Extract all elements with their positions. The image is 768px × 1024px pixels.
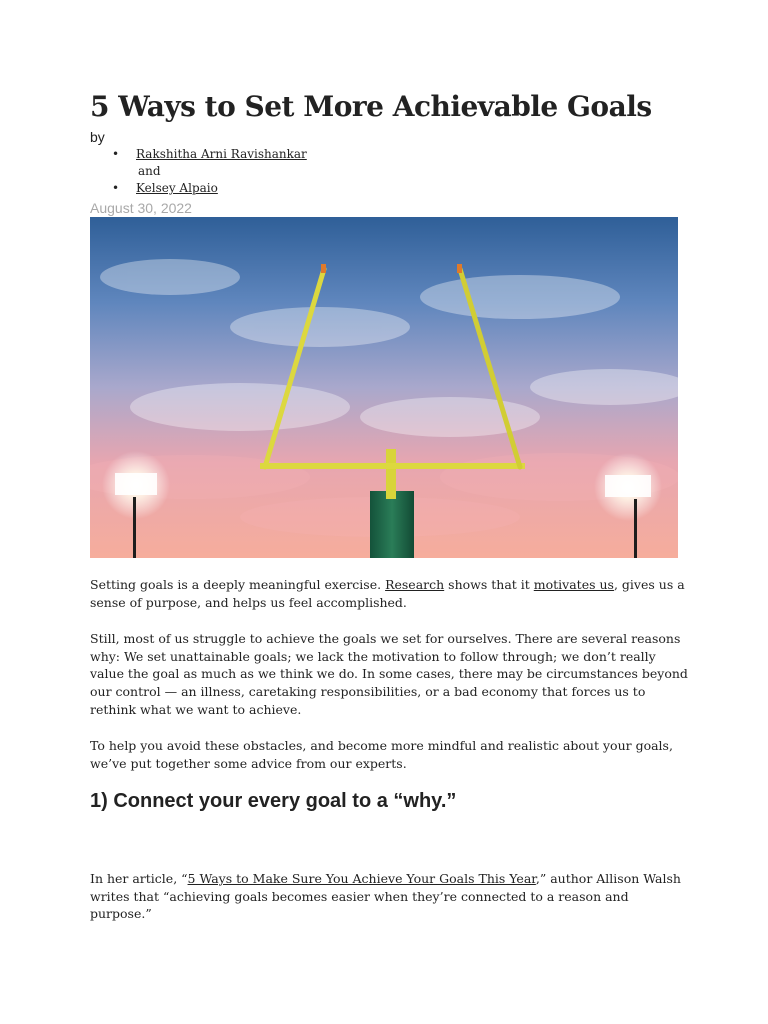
section-1-paragraph [90,870,690,923]
intro-paragraph [90,576,690,611]
advice-intro-paragraph: To help you avoid these obstacles, and become more mindful and realistic about your goals, we’ve put together some advice from our experts. [90,738,673,771]
text-span: , gives us a sense of purpose, and helps us feel accomplished. [90,577,685,610]
goalpost-image [90,217,678,558]
section-heading-1: 1) Connect your every goal to a “why.” [90,790,457,812]
article-title: 5 Ways to Set More Achievable Goals [90,90,652,123]
obstacles-paragraph: Still, most of us struggle to achieve the goals we set for ourselves. There are several reasons why: We set unattainable goals; we lack the motivation to follow through; we don’t really value the goal as much as we think we do. In some cases, there may be circumstances beyond our control — an illness, caretaking responsibilities, or a bad economy that forces us to rethink what we want to achieve. [90,631,688,717]
publish-date: August 30, 2022 [90,200,192,216]
research-link[interactable]: Research [385,577,445,592]
author-list [90,146,307,197]
author-link-2[interactable]: Kelsey Alpaio [136,181,218,195]
author-item [90,146,307,163]
text-span: Setting goals is a deeply meaningful exercise. [90,577,386,592]
text-span: shows that it [444,577,534,592]
author-item [90,180,307,197]
article-link[interactable]: 5 Ways to Make Sure You Achieve Your Goals This Year [187,871,536,886]
byline-label: by [90,129,105,145]
text-span: ,” author Allison Walsh writes that “achieving goals becomes easier when they’re connected to a reason and purpose.” [90,871,681,922]
author-link-1[interactable]: Rakshitha Arni Ravishankar [136,147,307,161]
author-separator: and [138,164,161,178]
text-span: In her article, “ [90,871,188,886]
motivates-us-link[interactable]: motivates us [533,577,614,592]
